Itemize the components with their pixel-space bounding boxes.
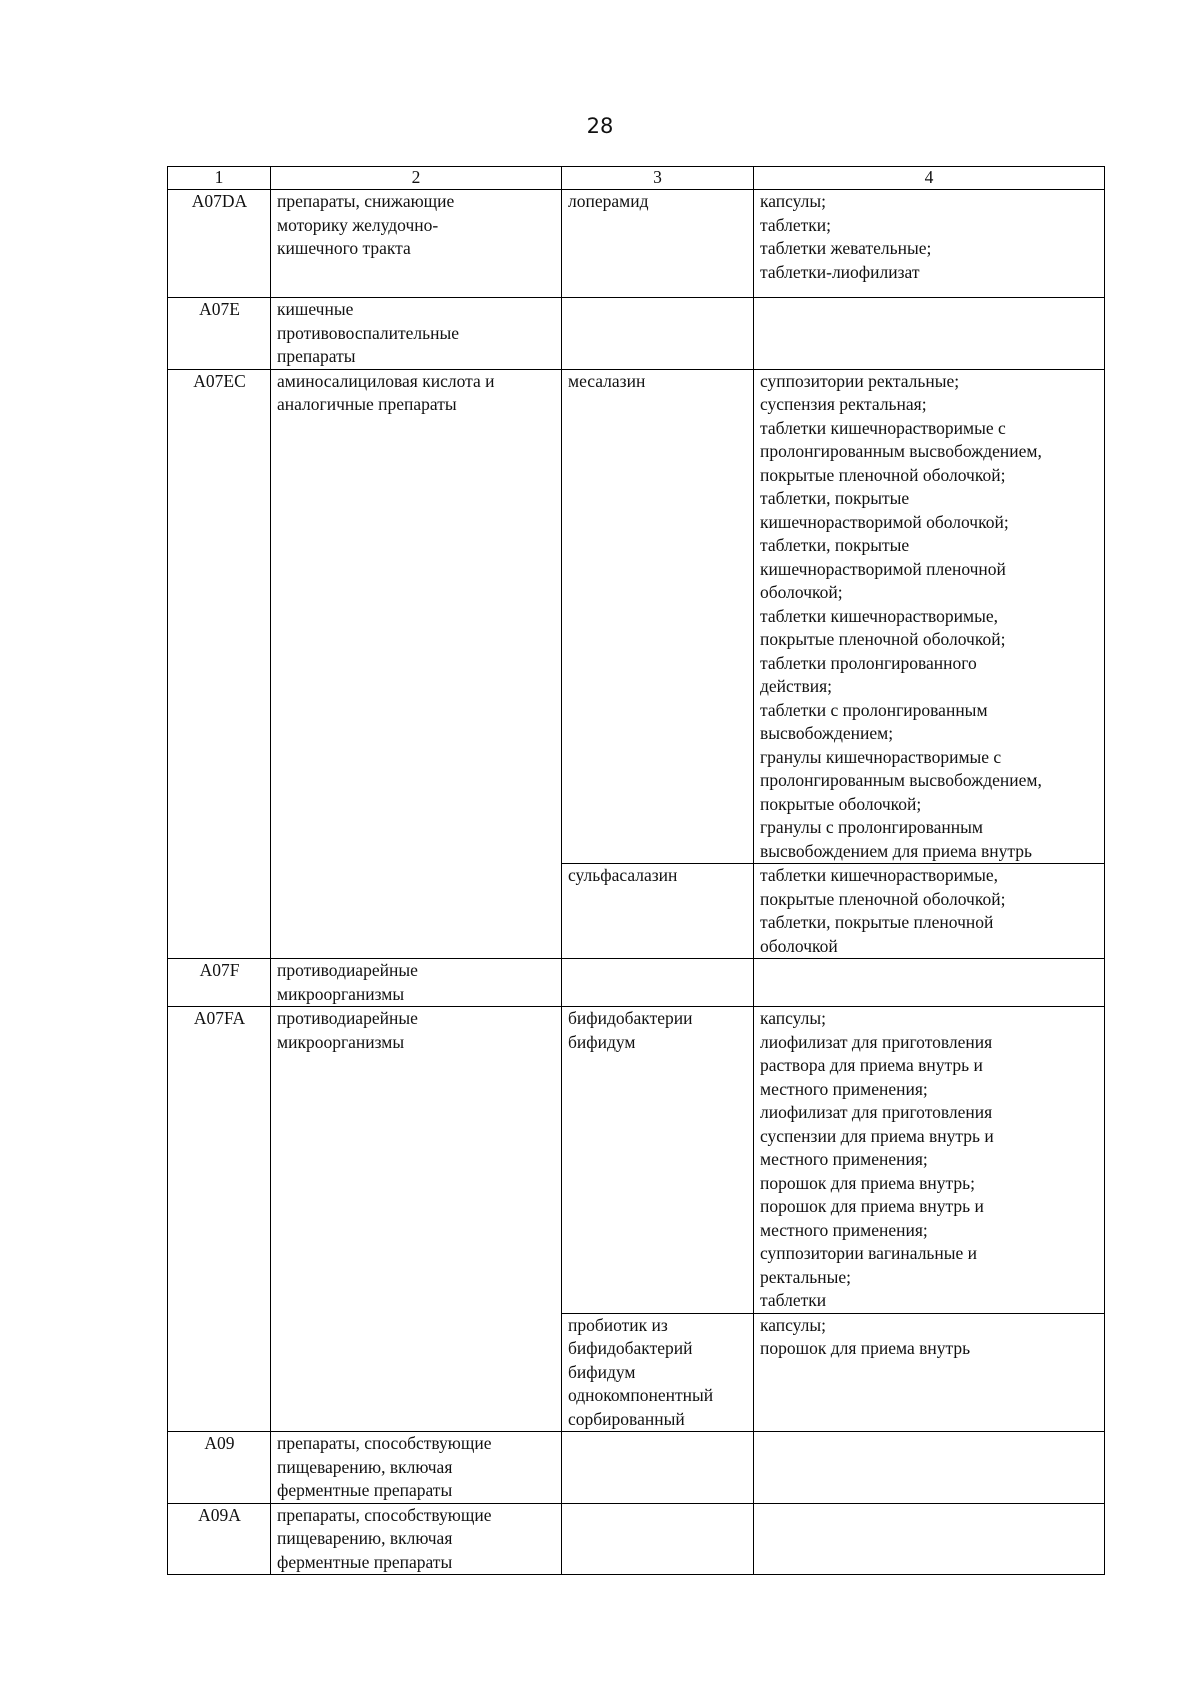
atc-code: A07E [199,299,240,319]
dosage-forms-cell [754,298,1105,370]
header-col-1: 1 [168,167,271,190]
dosage-forms-text-line: порошок для приема внутрь; [760,1172,975,1193]
anatomical-group-text-line: препараты, способствующие [277,1433,492,1453]
dosage-forms-text-line: таблетки жевательные; [760,238,932,258]
dosage-forms-text-line: покрытые оболочкой; [760,793,922,814]
atc-code-cell [168,959,271,1007]
dosage-forms-text-line: гранулы с пролонгированным [760,817,983,837]
atc-code: A09A [198,1504,241,1525]
anatomical-group-text-line: аналогичные препараты [277,394,457,414]
drug-name-cell [562,1313,754,1432]
dosage-forms-cell [754,959,1105,1007]
drug-name-text-line: бифидум [568,1031,636,1052]
dosage-forms-text-line: порошок для приема внутрь и [760,1196,984,1216]
medication-table [167,166,1105,1575]
dosage-forms-text [760,190,1099,284]
dosage-forms-text-line: таблетки кишечнорастворимые с [760,417,1006,438]
dosage-forms-text-line: таблетки, покрытые [760,488,910,508]
dosage-forms-text-line: капсулы; [760,1008,827,1028]
dosage-forms-cell [754,1007,1105,1314]
anatomical-group-text-line: аминосалициловая кислота и [277,370,495,391]
dosage-forms-text-line: таблетки кишечнорастворимые, [760,865,998,885]
dosage-forms-text-line: покрытые пленочной оболочкой; [760,464,1006,485]
anatomical-group-text [277,370,556,417]
anatomical-group-cell [271,1503,562,1575]
anatomical-group-text-line: препараты [277,346,356,366]
anatomical-group-text [277,959,556,1006]
dosage-forms-text-line: лиофилизат для приготовления [760,1102,993,1122]
anatomical-group-cell [271,369,562,959]
dosage-forms-text-line: местного применения; [760,1219,928,1240]
anatomical-group-text-line: противодиарейные [277,1008,418,1028]
dosage-forms-text-line: пролонгированным высвобождением, [760,441,1042,461]
dosage-forms-cell [754,1432,1105,1504]
anatomical-group-text-line: препараты, снижающие [277,191,455,211]
anatomical-group-text-line: микроорганизмы [277,1031,405,1052]
drug-name-cell [562,190,754,298]
dosage-forms-text-line: таблетки, покрытые [760,535,910,555]
drug-name-text [568,190,748,214]
dosage-forms-text-line: суппозитории ректальные; [760,370,960,391]
anatomical-group-text [277,190,556,261]
dosage-forms-text [760,864,1099,958]
dosage-forms-text-line: оболочкой [760,935,838,956]
drug-name-cell [562,959,754,1007]
anatomical-group-text-line: пищеварению, включая [277,1456,453,1477]
drug-name-cell [562,369,754,864]
drug-name-text-line: однокомпонентный [568,1385,714,1405]
table-row [168,1007,1105,1314]
anatomical-group-text-line: ферментные препараты [277,1551,453,1572]
atc-code-cell [168,298,271,370]
anatomical-group-cell [271,959,562,1007]
table-row [168,369,1105,864]
atc-code-cell [168,190,271,298]
dosage-forms-text-line: лиофилизат для приготовления [760,1031,993,1052]
header-col-2: 2 [271,167,562,190]
anatomical-group-text [277,1432,556,1503]
dosage-forms-text [760,1314,1099,1361]
drug-name-text-line: бифидобактерий [568,1338,693,1358]
table-row [168,298,1105,370]
anatomical-group-cell [271,1007,562,1432]
drug-name-cell [562,1503,754,1575]
dosage-forms-text-line: пролонгированным высвобождением, [760,770,1042,790]
dosage-forms-cell [754,864,1105,959]
anatomical-group-text [277,1504,556,1575]
drug-name-text-line: месалазин [568,370,646,391]
drug-name-text-line: бифидобактерии [568,1008,693,1028]
dosage-forms-cell [754,190,1105,298]
dosage-forms-text-line: таблетки [760,1290,827,1310]
atc-code: A09 [204,1433,235,1453]
dosage-forms-text-line: покрытые пленочной оболочкой; [760,629,1006,649]
drug-name-text-line: лоперамид [568,191,649,211]
dosage-forms-text-line: гранулы кишечнорастворимые с [760,746,1002,767]
drug-name-text-line: бифидум [568,1361,636,1382]
drug-name-cell [562,298,754,370]
dosage-forms-text-line: капсулы; [760,191,827,211]
header-col-4: 4 [754,167,1105,190]
dosage-forms-text-line: высвобождением; [760,723,894,743]
drug-name-text [568,1314,748,1432]
dosage-forms-text-line: суспензии для приема внутрь и [760,1125,994,1146]
anatomical-group-cell [271,190,562,298]
table-row [168,1503,1105,1575]
dosage-forms-text [760,1007,1099,1313]
dosage-forms-text-line: таблетки, покрытые пленочной [760,912,994,932]
drug-name-cell [562,864,754,959]
anatomical-group-text-line: кишечные [277,299,354,319]
dosage-forms-text-line: таблетки с пролонгированным [760,699,988,720]
dosage-forms-text-line: оболочкой; [760,582,843,602]
atc-code-cell [168,1007,271,1432]
dosage-forms-text [760,370,1099,864]
dosage-forms-text-line: таблетки-лиофилизат [760,261,920,282]
table-row [168,190,1105,298]
dosage-forms-text-line: таблетки кишечнорастворимые, [760,605,998,626]
anatomical-group-text [277,1007,556,1054]
dosage-forms-text-line: капсулы; [760,1314,827,1335]
drug-name-cell [562,1007,754,1314]
dosage-forms-text-line: местного применения; [760,1149,928,1169]
atc-code: A07EC [193,370,246,391]
drug-name-text [568,1007,748,1054]
anatomical-group-text-line: моторику желудочно- [277,214,439,235]
dosage-forms-text-line: суппозитории вагинальные и [760,1243,978,1263]
anatomical-group-text-line: противовоспалительные [277,322,460,343]
drug-name-text-line: пробиотик из [568,1314,668,1335]
dosage-forms-cell [754,1503,1105,1575]
dosage-forms-text-line: покрытые пленочной оболочкой; [760,888,1006,909]
dosage-forms-text-line: кишечнорастворимой пленочной [760,558,1006,579]
drug-name-text [568,370,748,394]
atc-code-cell [168,1503,271,1575]
drug-name-text-line: сорбированный [568,1408,685,1429]
table-body [168,167,1105,1575]
dosage-forms-text-line: местного применения; [760,1078,928,1099]
dosage-forms-text-line: таблетки; [760,214,831,235]
drug-name-cell [562,1432,754,1504]
anatomical-group-cell [271,298,562,370]
page-number: 28 [586,114,614,138]
dosage-forms-text-line: раствора для приема внутрь и [760,1055,983,1075]
dosage-forms-text-line: высвобождением для приема внутрь [760,840,1032,861]
dosage-forms-text-line: порошок для приема внутрь [760,1338,971,1358]
table-row [168,1432,1105,1504]
atc-code: A07DA [191,191,248,211]
anatomical-group-text-line: микроорганизмы [277,983,405,1004]
drug-name-text-line: сульфасалазин [568,865,678,885]
anatomical-group-text-line: кишечного тракта [277,238,411,258]
table-row [168,959,1105,1007]
atc-code-cell [168,1432,271,1504]
atc-code-cell [168,369,271,959]
header-row [168,167,1105,190]
anatomical-group-cell [271,1432,562,1504]
dosage-forms-text-line: таблетки пролонгированного [760,652,977,673]
atc-code: A07F [199,960,240,980]
dosage-forms-text-line: суспензия ректальная; [760,394,927,414]
atc-code: A07FA [193,1008,246,1028]
anatomical-group-text-line: пищеварению, включая [277,1528,453,1548]
dosage-forms-text-line: действия; [760,676,832,696]
anatomical-group-text [277,298,556,369]
dosage-forms-cell [754,369,1105,864]
header-col-3: 3 [562,167,754,190]
dosage-forms-text-line: кишечнорастворимой оболочкой; [760,511,1009,532]
dosage-forms-cell [754,1313,1105,1432]
drug-name-text [568,864,748,888]
anatomical-group-text-line: препараты, способствующие [277,1504,492,1525]
dosage-forms-text-line: ректальные; [760,1266,852,1287]
anatomical-group-text-line: противодиарейные [277,960,418,980]
anatomical-group-text-line: ферментные препараты [277,1480,453,1500]
